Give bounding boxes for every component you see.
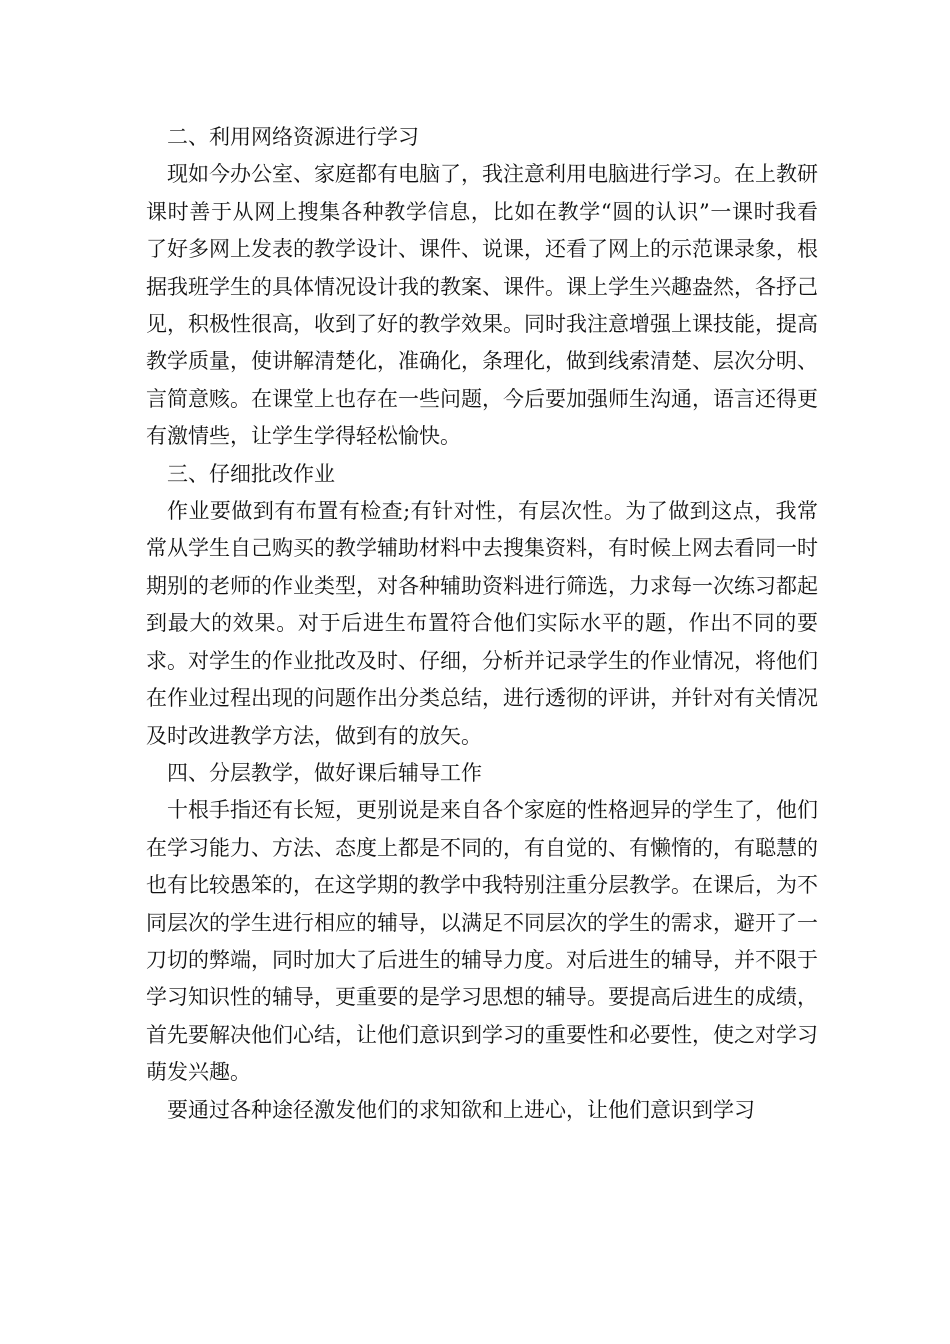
paragraph: 要通过各种途径激发他们的求知欲和上进心，让他们意识到学习 [167,1097,755,1122]
paragraph: 十根手指还有长短，更别说是来自各个家庭的性格迥异的学生了，他们在学习能力、方法、态度上都是不同的，有自觉的、有懒惰的，有聪慧的也有比较愚笨的，在这学期的教学中我特别注重分层教学。在课后，为不同层次的学生进行相应的辅导，以满足不同层次的学生的需求，避开了一刀切的弊端，同时加大了后进生的辅导力度。对后进生的辅导，并不限于学习知识性的辅导，更重要的是学习思想的辅导。要提高后进生的成绩，首先要解决他们心结，让他们意识到学习的重要性和必要性，使之对学习萌发兴趣。 [146,798,818,1085]
paragraph: 作业要做到有布置有检查;有针对性，有层次性。为了做到这点，我常常从学生自己购买的教学辅助材料中去搜集资料，有时候上网去看同一时期别的老师的作业类型，对各种辅助资料进行筛选，力求每一次练习都起到最大的效果。对于后进生布置符合他们实际水平的题，作出不同的要求。对学生的作业批改及时、仔细，分析并记录学生的作业情况，将他们在作业过程出现的问题作出分类总结，进行透彻的评讲，并针对有关情况及时改进教学方法，做到有的放矢。 [146,499,818,748]
section-heading: 四、分层教学，做好课后辅导工作 [167,760,482,785]
section-heading: 二、利用网络资源进行学习 [167,125,419,149]
document-body [146,119,818,1129]
section-heading: 三、仔细批改作业 [167,461,335,486]
paragraph: 现如今办公室、家庭都有电脑了，我注意利用电脑进行学习。在上教研课时善于从网上搜集各种教学信息，比如在教学“圆的认识”一课时我看了好多网上发表的教学设计、课件、说课，还看了网上的示范课录象，根据我班学生的具体情况设计我的教案、课件。课上学生兴趣盎然，各抒己见，积极性很高，收到了好的教学效果。同时我注意增强上课技能，提高教学质量，使讲解清楚化，准确化，条理化，做到线索清楚、层次分明、言简意赅。在课堂上也存在一些问题，今后要加强师生沟通，语言还得更有激情些，让学生学得轻松愉快。 [146,162,818,449]
